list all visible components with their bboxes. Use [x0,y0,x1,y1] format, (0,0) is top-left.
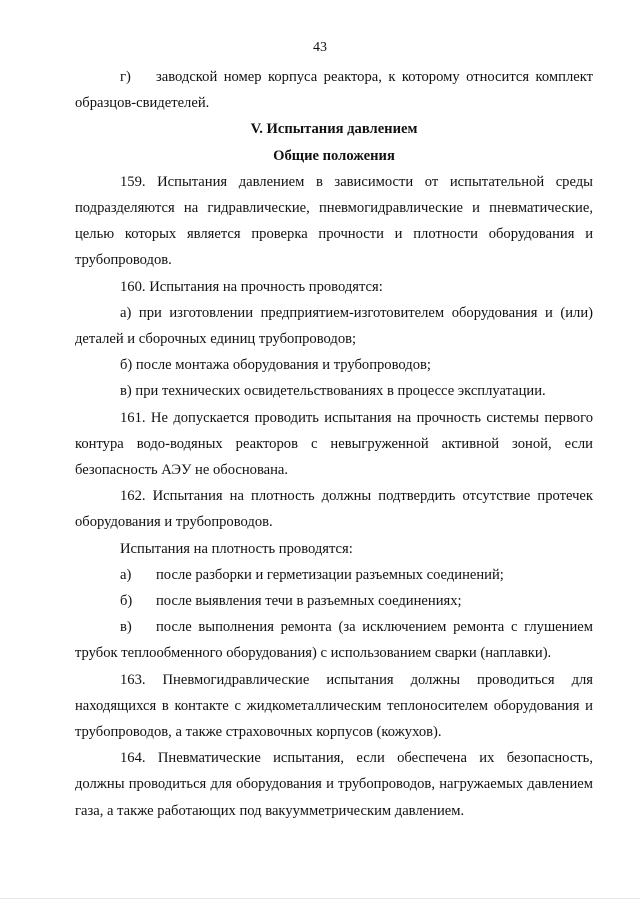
paragraph-159: 159. Испытания давлением в зависимости от испытательной среды подразделяются на гидравлические, пневмогидравлические и пневматические, целью которых является проверка прочности и плотности оборудования и трубопроводов. [75,173,593,269]
section-title: V. Испытания давлением [250,121,418,138]
paragraph-160-b: б) после монтажа оборудования и трубопроводов; [120,357,431,374]
paragraph-162-intro: Испытания на плотность проводятся: [120,540,353,557]
density-item-b [75,588,593,614]
paragraph-163 [75,667,593,746]
subsection-title: Общие положения [273,147,395,164]
density-item-v-text-rest: трубок теплообменного оборудования) с использованием сварки (наплавки). [75,645,552,662]
item-g [75,64,593,116]
scan-edge-line [0,898,640,899]
density-item-v-text-first: после выполнения ремонта (за исключением ремонта с глушением [156,619,593,636]
density-item-a-marker: а) [120,566,132,583]
density-item-b-marker: б) [120,593,133,610]
paragraph-160: 160. Испытания на прочность проводятся: [120,278,383,295]
page-number: 43 [313,40,327,55]
document-body [75,64,593,824]
density-item-v [75,614,593,666]
density-item-v-marker: в) [120,619,132,636]
paragraph-162: 162. Испытания на плотность должны подтвердить отсутствие протечек оборудования и трубопроводов. [75,488,593,531]
paragraph-163-rest: находящихся в контакте с жидкометаллическим теплоносителем оборудования и трубопроводов, а также страховочных корпусов (кожухов). [75,697,593,741]
item-g-text-first: заводской номер корпуса реактора, к которому относится комплект [156,69,593,85]
paragraph-164: 164. Пневматические испытания, если обеспечена их безопасность, должны проводиться для оборудования и трубопроводов, нагружаемых давлением газа, а также работающих под вакуумметрическим давлением. [75,750,593,819]
paragraph-163-first: 163. Пневмогидравлические испытания должны проводиться для [120,671,593,688]
paragraph-160-a: а) при изготовлении предприятием-изготовителем оборудования и (или) деталей и сборочных единиц трубопроводов; [75,304,593,348]
density-item-a [75,562,593,588]
density-item-b-text: после выявления течи в разъемных соединениях; [156,593,462,610]
item-g-marker: г) [120,69,131,85]
density-item-a-text: после разборки и герметизации разъемных соединений; [156,566,504,583]
paragraph-160-v: в) при технических освидетельствованиях в процессе эксплуатации. [120,383,546,400]
paragraph-161: 161. Не допускается проводить испытания на прочность системы первого контура водо-водяных реакторов с невыгруженной активной зоной, если безопасность АЭУ не обоснована. [75,409,593,479]
item-g-text-rest: образцов-свидетелей. [75,95,210,112]
